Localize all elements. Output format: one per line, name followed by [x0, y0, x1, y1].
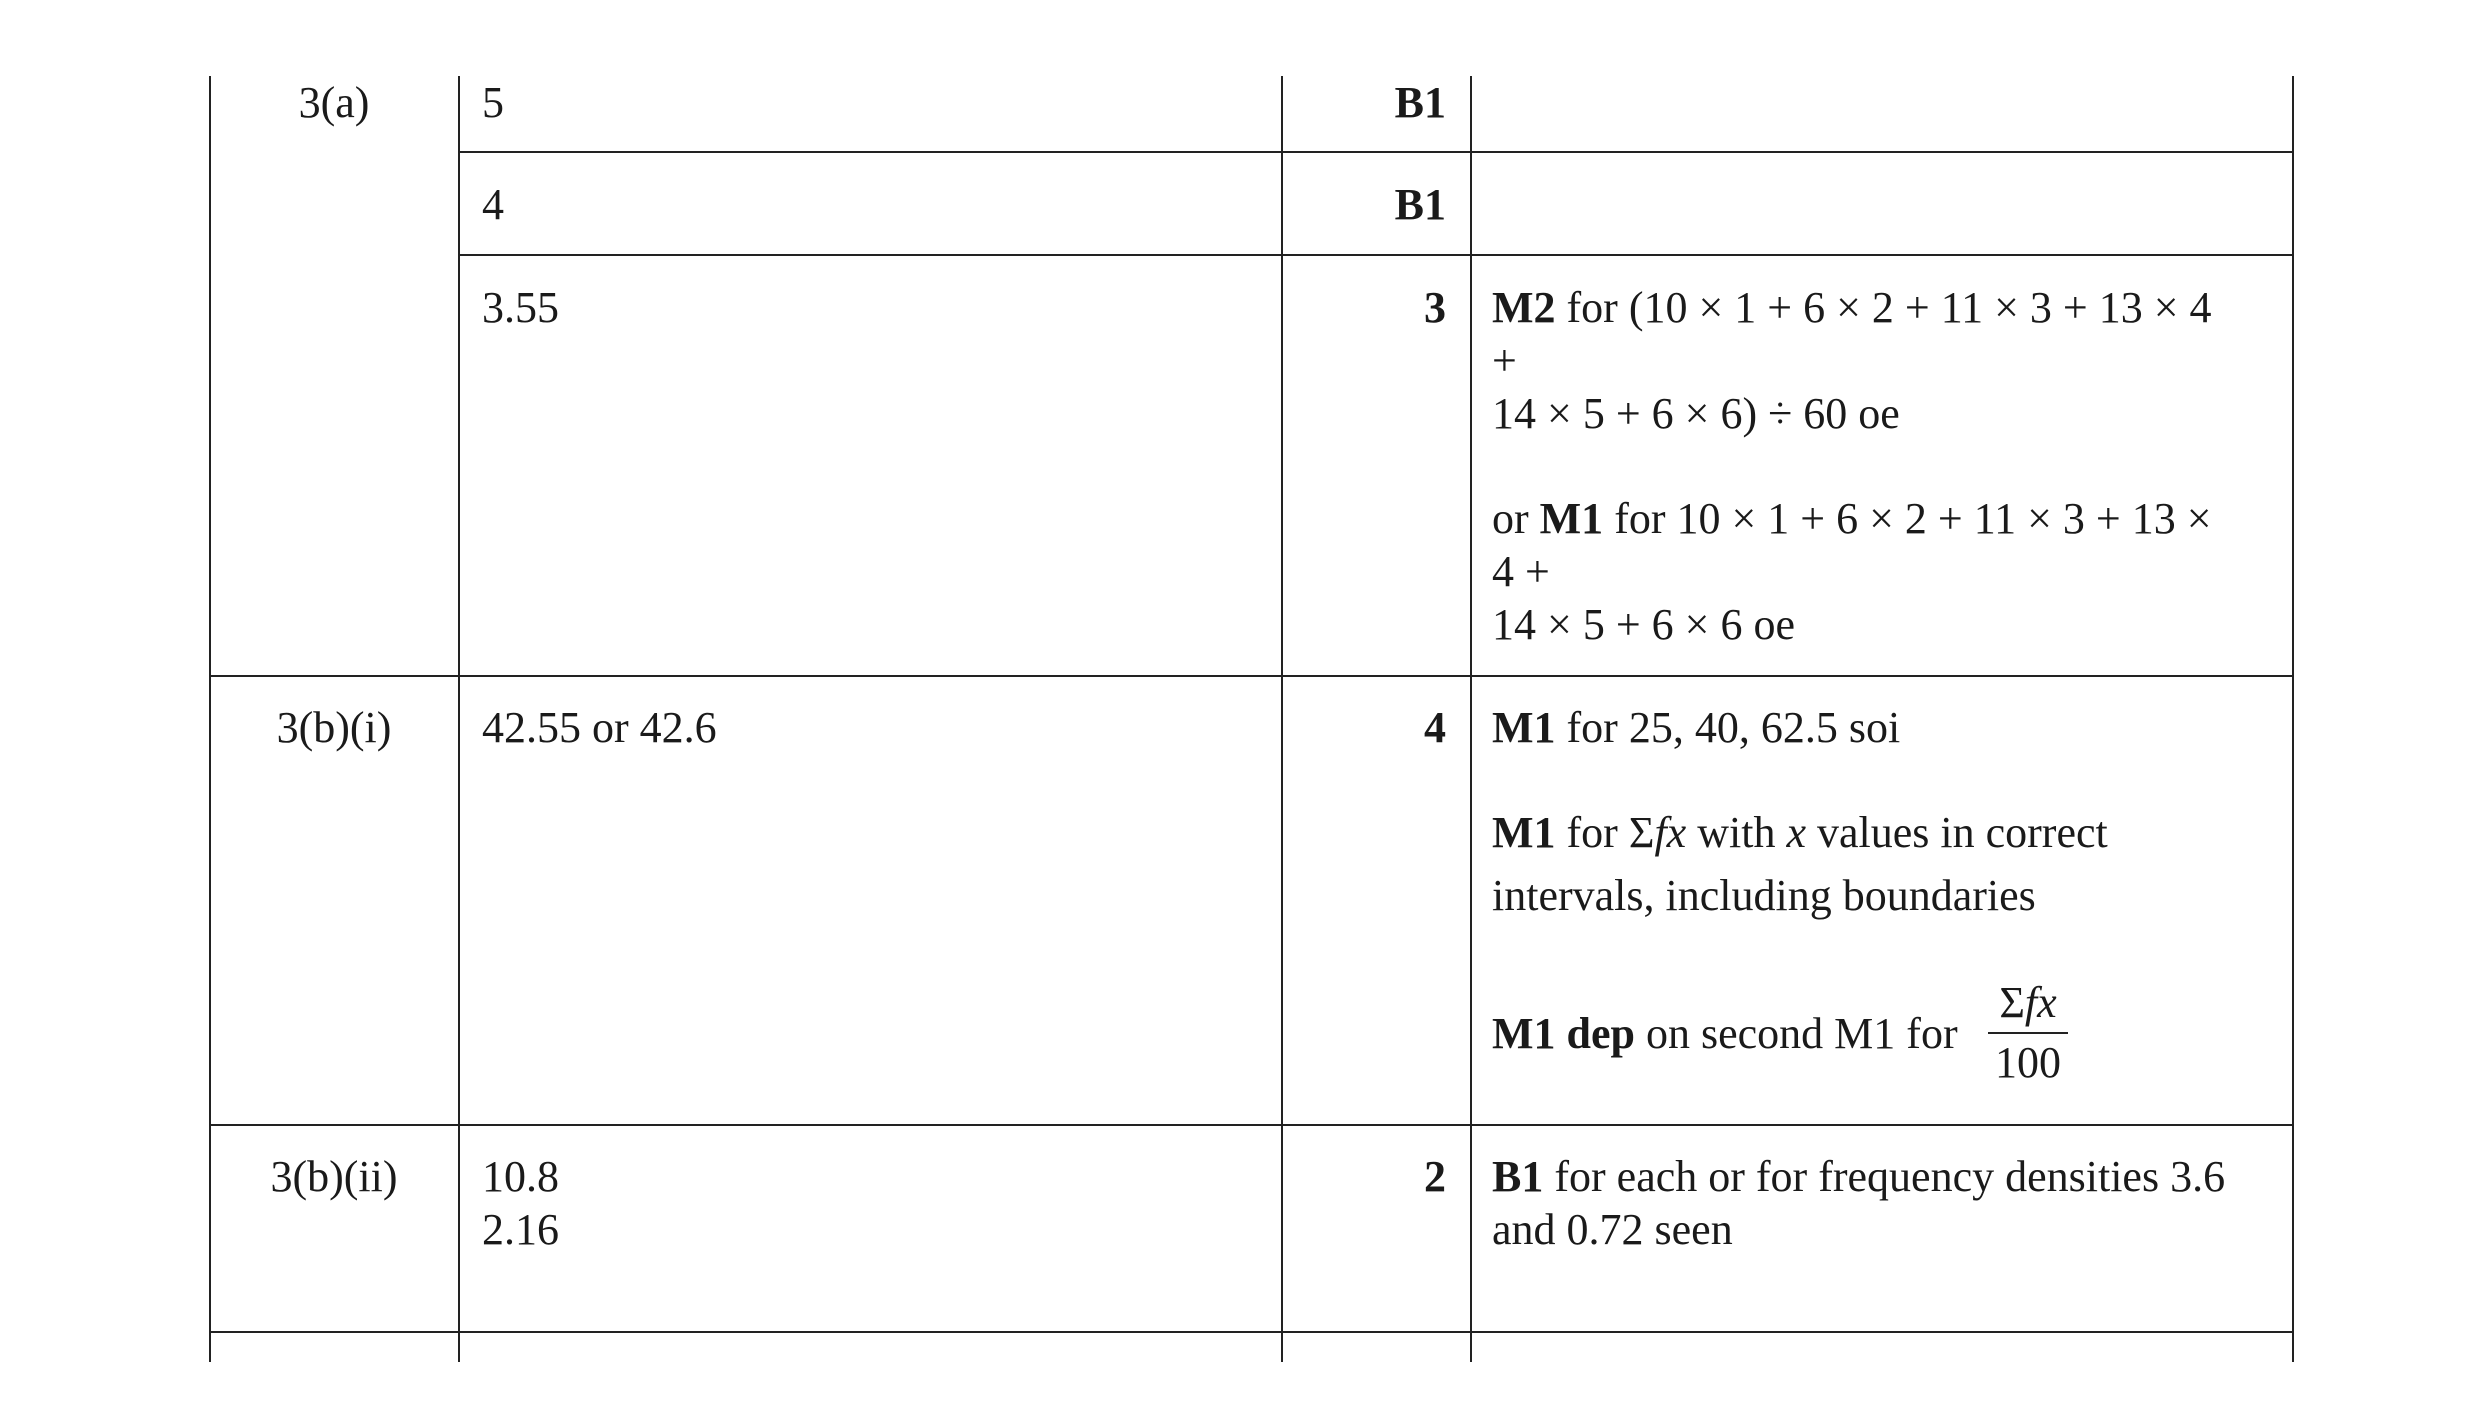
fraction	[1988, 978, 2068, 1088]
guidance-line	[1492, 492, 2212, 545]
question-label: 3(b)(ii)	[270, 1152, 398, 1201]
guidance-line	[1492, 1007, 1958, 1060]
mark-code: M1 dep	[1492, 1009, 1635, 1058]
guidance-text: for each or for frequency densities 3.6	[1543, 1152, 2226, 1201]
guidance-line: 4 +	[1492, 547, 1550, 596]
guidance-text: for 10 × 1 + 6 × 2 + 11 × 3 + 13 ×	[1603, 494, 2212, 543]
math-variable: x	[1786, 808, 1806, 857]
sigma-symbol: Σ	[1628, 808, 1655, 857]
marks-cell: 3	[1424, 283, 1446, 332]
answer-cell: 42.55 or 42.6	[482, 703, 717, 752]
table-border-right	[2292, 76, 2294, 1362]
mark-code: M2	[1492, 283, 1556, 332]
guidance-text: with	[1686, 808, 1787, 857]
answer-cell: 3.55	[482, 283, 559, 332]
marks-cell: 2	[1424, 1152, 1446, 1201]
row-divider	[209, 675, 2294, 677]
guidance-line: and 0.72 seen	[1492, 1205, 1733, 1254]
math-variable: fx	[2024, 978, 2057, 1027]
guidance-text: values in correct	[1805, 808, 2108, 857]
table-divider-guidance	[1470, 76, 1472, 1362]
guidance-text: on second M1 for	[1635, 1009, 1958, 1058]
fraction-denominator: 100	[1995, 1038, 2061, 1087]
guidance-line	[1492, 806, 2108, 859]
math-variable: fx	[1654, 808, 1687, 857]
guidance-text: for (10 × 1 + 6 × 2 + 11 × 3 + 13 × 4	[1555, 283, 2212, 332]
guidance-line: +	[1492, 336, 1517, 385]
table-divider-marks	[1281, 76, 1283, 1362]
guidance-line: intervals, including boundaries	[1492, 871, 2036, 920]
row-divider	[209, 1124, 2294, 1126]
fraction-numerator	[1988, 978, 2068, 1028]
mark-code: M1	[1492, 703, 1556, 752]
answer-cell: 4	[482, 180, 504, 229]
guidance-line	[1492, 701, 1900, 754]
question-label: 3(b)(i)	[276, 703, 392, 752]
guidance-text: or	[1492, 494, 1540, 543]
answer-cell: 5	[482, 78, 504, 127]
sigma-symbol: Σ	[1999, 978, 2025, 1027]
guidance-line: 14 × 5 + 6 × 6 oe	[1492, 600, 1795, 649]
guidance-line	[1492, 281, 2212, 334]
mark-code: M1	[1539, 494, 1604, 543]
answer-cell: 10.8	[482, 1152, 559, 1201]
mark-code: M1	[1492, 808, 1556, 857]
answer-cell: 2.16	[482, 1205, 559, 1254]
mark-code: B1	[1492, 1152, 1544, 1201]
row-divider	[209, 1331, 2294, 1333]
fraction-bar	[1988, 1032, 2068, 1034]
question-label: 3(a)	[298, 78, 370, 127]
row-divider	[458, 254, 2294, 256]
marks-cell: 4	[1424, 703, 1446, 752]
guidance-text: for	[1555, 808, 1629, 857]
marks-cell: B1	[1394, 78, 1446, 127]
guidance-line	[1492, 1150, 2225, 1203]
row-divider	[458, 151, 2294, 153]
guidance-text: for 25, 40, 62.5 soi	[1555, 703, 1901, 752]
guidance-line: 14 × 5 + 6 × 6) ÷ 60 oe	[1492, 389, 1900, 438]
marks-cell: B1	[1394, 180, 1446, 229]
